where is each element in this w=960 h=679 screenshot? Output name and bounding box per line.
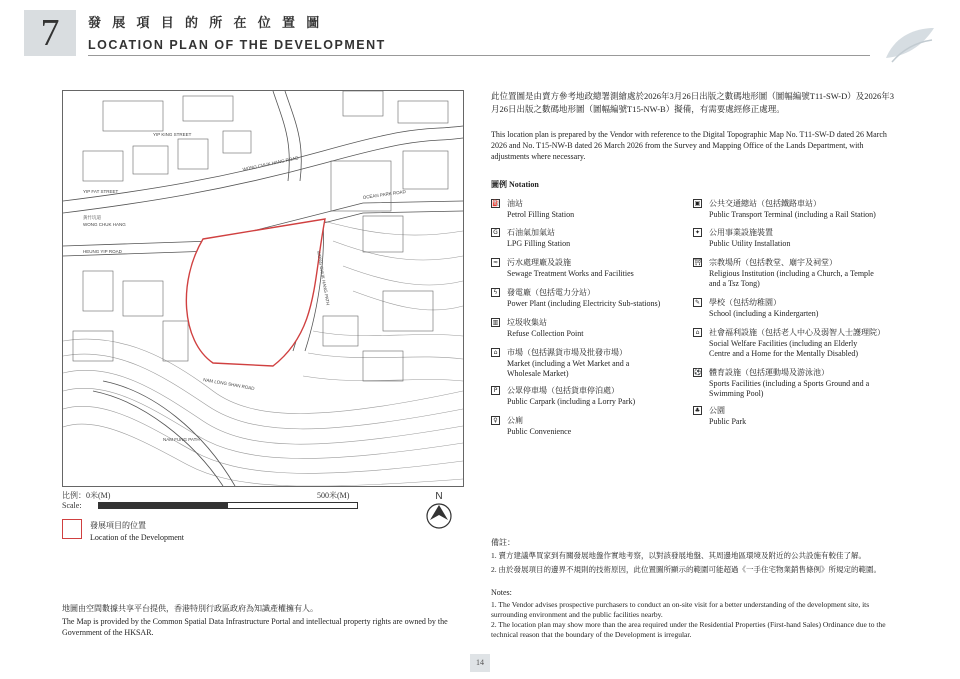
map-label: 黃竹坑道 [83, 215, 101, 220]
map-label: WONG CHUK HANG ROAD [242, 155, 299, 172]
legend-item-en: Public Park [709, 416, 747, 426]
map-label: YIP KING STREET [153, 132, 192, 137]
note-en-item: 1. The Vendor advises prospective purchasers to conduct an on-site visit for a better understanding of the development site, its surrounding environment and the public facilities nearby. [491, 600, 870, 619]
carpark-icon: P [491, 386, 500, 395]
welfare-icon: ⌂ [693, 328, 702, 337]
north-label: N [435, 491, 443, 502]
legend-item-en: LPG Filling Station [507, 238, 571, 248]
legend-item-zh: 公眾停車場（包括貨車停泊處） [507, 386, 619, 395]
map-label: NAM FUNG PATH [163, 437, 200, 442]
north-arrow-icon [424, 490, 454, 530]
legend-item-en: Public Utility Installation [709, 238, 791, 248]
school-icon: ✎ [694, 299, 701, 306]
legend-item-text [507, 386, 635, 407]
legend-item-en: Market (including a Wet Market and a [507, 358, 630, 368]
legend-item-en: Public Convenience [507, 426, 572, 436]
refuse-icon: ▥ [492, 319, 499, 326]
legend-item-en-cont: Swimming Pool) [709, 389, 764, 398]
legend-item-en: Sewage Treatment Works and Facilities [507, 268, 634, 278]
legend-item-zh: 宗教場所（包括教堂、廟宇及祠堂） [709, 258, 837, 267]
legend-item-text [709, 406, 746, 427]
legend-item-zh: 石油氣加氣站 [507, 228, 555, 237]
note-zh-item: 1. 賣方建議準買家到有關發展地盤作實地考察，以對該發展地盤、其周邊地區環境及附近的公共設施有較佳了解。 [491, 551, 866, 560]
scale-label-500: 500米(M) [317, 491, 350, 500]
legend-item-en: Social Welfare Facilities (including an Elderly [709, 338, 858, 348]
map-label: HEUNG YIP ROAD [83, 249, 122, 254]
scale-label-zh: 比例：0米(M) [62, 491, 111, 500]
page-number: 14 [470, 654, 490, 672]
market-icon: ⌂ [491, 348, 500, 357]
map-label: WONG CHUK HANG PATH [316, 250, 331, 306]
lpg-icon: G [491, 228, 500, 237]
legend-item-text [709, 368, 869, 400]
legend-item-zh: 社會福利設施（包括老人中心及弱智人士護理院） [709, 328, 885, 337]
notes-en-title: Notes: [491, 588, 512, 597]
note-zh-item: 2. 由於發展項目的邊界不規則的技術原因，此位置圖所顯示的範圍可能超過《一手住宅物業銷售條例》所規定的範圍。 [491, 565, 881, 574]
legend-item-en-cont: Wholesale Market) [507, 369, 569, 378]
legend-item-text [507, 228, 570, 249]
legend-item-text [709, 328, 885, 360]
location-key-en: Location of the Development [90, 533, 184, 542]
legend-item-en: Public Transport Terminal (including a Rail Station) [709, 209, 876, 219]
bus-icon: ▣ [694, 200, 701, 207]
legend-item-en: Religious Institution (including a Church, a Temple [709, 268, 874, 278]
legend-item-zh: 公共交通總站（包括鐵路車站） [709, 199, 821, 208]
legend-item-text [507, 288, 660, 309]
page-title-zh: 發 展 項 目 的 所 在 位 置 圖 [88, 15, 324, 30]
utility-icon: ✦ [694, 229, 701, 236]
intro-en: This location plan is prepared by the Vendor with reference to the Digital Topographic Map No. T11-SW-D dated 26 March 2026 and No. T15-NW-B dated 26 March 2026 from the Survey and Mapping Office of the Lands Department, with adjustments where necessary. [491, 130, 887, 161]
legend-item-text [709, 199, 876, 220]
map-label: WONG CHUK HANG [83, 222, 126, 227]
power-icon: ϟ [491, 288, 500, 297]
legend-item-zh: 發電廠（包括電力分站） [507, 288, 595, 297]
legend-item-zh: 垃圾收集站 [507, 318, 547, 327]
temple-icon: ⛩ [694, 259, 702, 266]
legend-title: 圖例 Notation [491, 180, 539, 189]
map-label: YIP FAT STREET [83, 189, 119, 194]
notes-zh-title: 備註： [491, 538, 515, 547]
legend-item-text [507, 258, 634, 279]
fuel-pump-icon: ⛽ [492, 200, 500, 207]
legend-item-en: School (including a Kindergarten) [709, 308, 819, 318]
legend-item-zh: 油站 [507, 199, 523, 208]
legend-item-text [507, 416, 571, 437]
north-arrow [424, 490, 454, 530]
sewage-icon: ≈ [492, 259, 499, 266]
section-number: 7 [40, 12, 60, 54]
legend-item-zh: 污水處理廠及設施 [507, 258, 571, 267]
legend-item-en-cont: and a Tsz Tong) [709, 279, 760, 288]
legend-item-en-cont: Centre and a Home for the Mentally Disabled) [709, 349, 859, 358]
copyright-en: The Map is provided by the Common Spatial Data Infrastructure Portal and intellectual property rights are owned by the Government of the HKSAR. [62, 617, 448, 637]
legend-item-zh: 學校（包括幼稚園） [709, 298, 781, 307]
legend-item-zh: 公用事業設施裝置 [709, 228, 773, 237]
legend-item-en: Refuse Collection Point [507, 328, 584, 338]
park-icon: ♣ [694, 407, 701, 414]
note-en-item: 2. The location plan may show more than the area required under the Residential Properties (First-hand Sales) Ordinance due to the technical reason that the boundary of the Development is irregular. [491, 620, 886, 639]
legend-item-en: Power Plant (including Electricity Sub-stations) [507, 298, 661, 308]
intro-zh: 此位置圖是由賣方參考地政總署測繪處於2026年3月26日出版之數碼地形圖（圖幅編號T11-SW-D）及2026年3月26日出版之數碼地形圖（圖幅編號T15-NW-B）擬備，有需要處經修正處理。 [491, 91, 894, 114]
development-site-outline [186, 219, 325, 366]
leaf-logo-icon [878, 24, 938, 64]
legend-item-en: Petrol Filling Station [507, 209, 575, 219]
map-label: OCEAN PARK ROAD [362, 188, 407, 200]
legend-item-text [709, 258, 874, 290]
location-map [62, 90, 464, 487]
toilet-icon: ♀ [491, 416, 500, 425]
map-label: NAM LONG SHAN ROAD [202, 377, 255, 392]
title-divider [88, 55, 870, 56]
copyright-zh: 地圖由空間數據共享平台提供，香港特別行政區政府為知識產權擁有人。 [62, 604, 318, 613]
location-key-zh: 發展項目的位置 [90, 521, 146, 530]
legend-item-text [709, 228, 790, 249]
legend-item-zh: 市場（包括濕貨市場及批發市場） [507, 348, 627, 357]
legend-item-zh: 公園 [709, 406, 725, 415]
map-drawing [63, 91, 463, 486]
scale-bar [98, 502, 358, 509]
scale-label-en: Scale: [62, 501, 82, 510]
legend-item-text [709, 298, 818, 319]
legend-item-text [507, 318, 583, 339]
page-title-en: LOCATION PLAN OF THE DEVELOPMENT [88, 38, 386, 52]
legend-item-text [507, 199, 574, 220]
legend-item-en: Sports Facilities (including a Sports Ground and a [709, 378, 870, 388]
legend-item-zh: 體育設施（包括運動場及游泳池） [709, 368, 829, 377]
legend-item-en: Public Carpark (including a Lorry Park) [507, 396, 636, 406]
legend-item-zh: 公廁 [507, 416, 523, 425]
location-key-swatch [62, 519, 82, 539]
sports-icon: ⚽ [694, 369, 702, 376]
legend-item-text [507, 348, 629, 380]
